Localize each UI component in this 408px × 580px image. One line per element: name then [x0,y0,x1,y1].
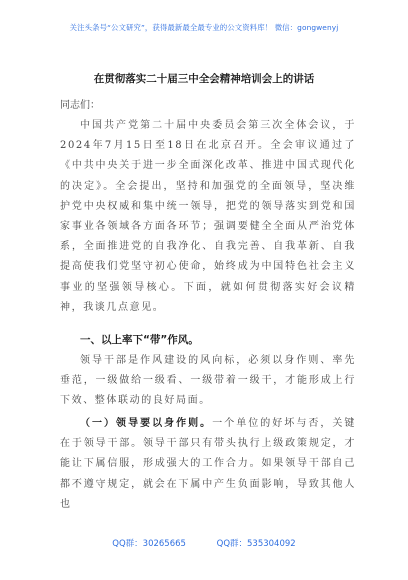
document-title: 在贯彻落实二十届三中全会精神培训会上的讲话 [93,73,315,85]
section-heading: 一、以上率下“带”作风。 [80,334,199,346]
header-banner: 关注头条号“公文研究”，获得最新最全最专业的公文资料库！ 微信：gongwenyj [69,23,339,32]
paragraph-intro: 中国共产党第二十届中央委员会第三次全体会议，于2024年7月15日至18日在北京召开。全会审议通过了《中共中央关于进一步全面深化改革、推进中国式现代化的决定》。全会提出，坚持和加强党的全面领导，坚决维护党中央权威和集中统一领导，把党的领导落实到党和国家事业各领域各方面各环节；强调要健全全面从严治党体系，全面推进党的自我净化、自我完善、自我革新、自我提高使我们党坚守初心使命，始终成为中国特色社会主义事业的坚强领导核心。下面，就如何贯彻落实好会议精神，我谈几点意见。 [60,120,356,313]
footer-qq-group-1: QQ群：30265665 [112,539,186,549]
paragraph-subsection1 [60,414,356,515]
subsection-lead: （一）领导要以身作则。 [80,418,213,429]
footer-qq-group-2: QQ群：535304092 [216,539,296,549]
footer [0,537,408,549]
subsection-body: 一个单位的好坏与否，关键在于领导干部。领导干部只有带头执行上级政策规定，才能让下属信服，形成强大的工作合力。如果领导干部自己都不遵守规定，就会在下属中产生负面影响，导致其他人也 [60,418,356,510]
paragraph-section1: 领导干部是作风建设的风向标，必须以身作则、率先垂范，一级做给一级看、一级带着一级干，才能形成上行下效、整体联动的良好局面。 [60,355,356,407]
salutation: 同志们： [60,100,100,111]
